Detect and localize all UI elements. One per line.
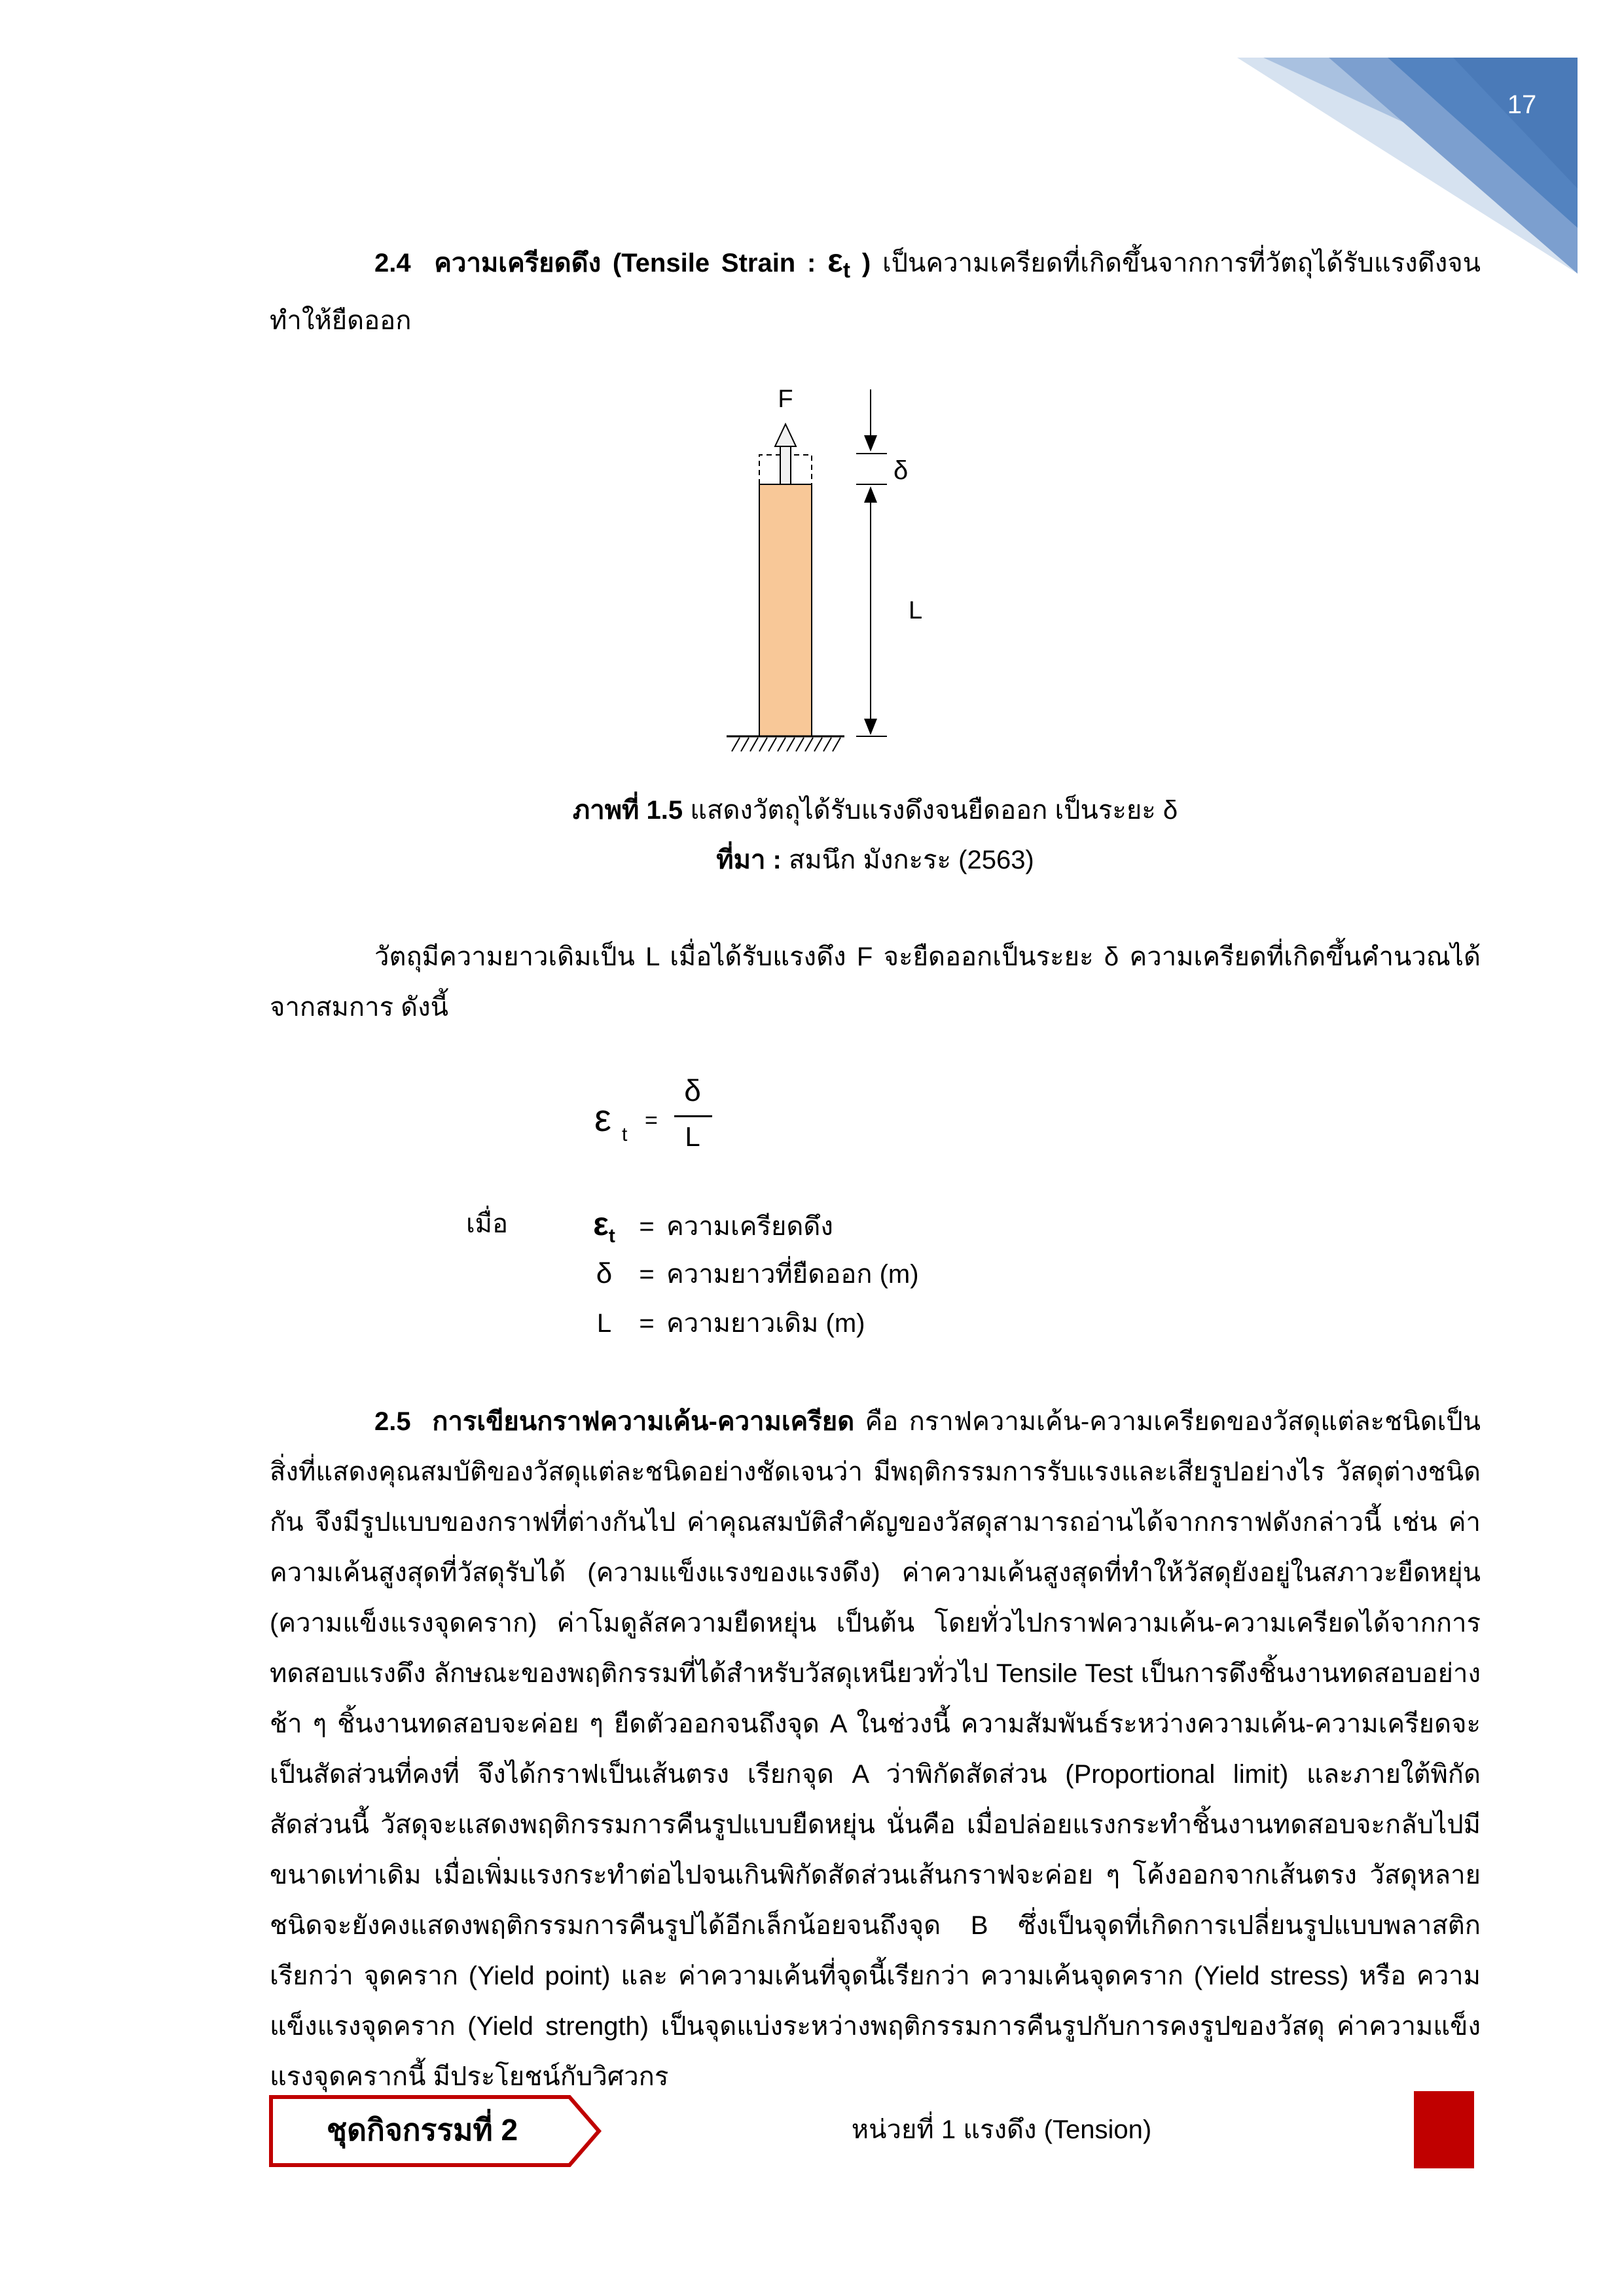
caption-text: แสดงวัตถุได้รับแรงดึงจนยืดออก เป็นระยะ δ bbox=[683, 796, 1178, 825]
intro-paragraph: วัตถุมีความยาวเดิมเป็น L เมื่อได้รับแรงดึง F จะยืดออกเป็นระยะ δ ความเครียดที่เกิดขึ้นคำนวณได้จากสมการ ดังนี้ bbox=[270, 942, 1481, 1022]
unit-label: หน่วยที่ 1 แรงดึง (Tension) bbox=[851, 2115, 1152, 2144]
delta-label: δ bbox=[893, 456, 909, 485]
definition-symbol: L bbox=[596, 1309, 612, 1338]
footer-red-block bbox=[1414, 2091, 1474, 2168]
section-2-5-paragraph bbox=[270, 1397, 1481, 2102]
equation-lhs-sub: t bbox=[622, 1124, 628, 1145]
definition-row bbox=[581, 1299, 865, 1348]
section-2-5-body: คือ กราฟความเค้น-ความเครียดของวัสดุแต่ละชนิดเป็นสิ่งที่แสดงคุณสมบัติของวัสดุแต่ละชนิดอย่างชัดเจนว่า มีพฤติกรรมการรับแรงและเสียรูปอย่างไร วัสดุต่างชนิดกัน จึงมีรูปแบบของกราฟที่ต่างกันไป ค่าคุณสมบัติสำคัญของวัสดุสามารถอ่านได้จากกราฟดังกล่าวนี้ เช่น ค่าความเค้นสูงสุดที่วัสดุรับได้ (ความแข็งแรงของแรงดึง) ค่าความเค้นสูงสุดที่ทำให้วัสดุยังอยู่ในสภาวะยืดหยุ่น (ความแข็งแรงจุดคราก) ค่าโมดูลัสความยืดหยุ่น เป็นต้น โดยทั่วไปกราฟความเค้น-ความเครียดได้จากการทดสอบแรงดึง ลักษณะของพฤติกรรมที่ได้สำหรับวัสดุเหนียวทั่วไป Tensile Test เป็นการดึงชิ้นงานทดสอบอย่างช้า ๆ ชิ้นงานทดสอบจะค่อย ๆ ยืดตัวออกจนถึงจุด A ในช่วงนี้ ความสัมพันธ์ระหว่างความเค้น-ความเครียดจะเป็นสัดส่วนที่คงที่ จึงได้กราฟเป็นเส้นตรง เรียกจุด A ว่าพิกัดสัดส่วน (Proportional limit) และภายใต้พิกัดสัดส่วนนี้ วัสดุจะแสดงพฤติกรรมการคืนรูปแบบยืดหยุ่น นั่นคือ เมื่อปล่อยแรงกระทำชิ้นงานทดสอบจะกลับไปมีขนาดเท่าเดิม เมื่อเพิ่มแรงกระทำต่อไปจนเกินพิกัดสัดส่วนเส้นกราฟจะค่อย ๆ โค้งออกจากเส้นตรง วัสดุหลายชนิดจะยังคงแสดงพฤติกรรมการคืนรูปได้อีกเล็กน้อยจนถึงจุด B ซึ่งเป็นจุดที่เกิดการเปลี่ยนรูปแบบพลาสติก เรียกว่า จุดคราก (Yield point) และ ค่าความเค้นที่จุดนี้เรียกว่า ความเค้นจุดคราก (Yield stress) หรือ ความแข็งแรงจุดคราก (Yield strength) เป็นจุดแบ่งระหว่างพฤติกรรมการคืนรูปกับการคงรูปของวัสดุ ค่าความแข็งแรงจุดครากนี้ มีประโยชน์กับวิศวกร bbox=[270, 1407, 1481, 2091]
definition-equals: = bbox=[639, 1309, 655, 1338]
tension-bar-figure bbox=[707, 367, 943, 759]
definition-row bbox=[581, 1249, 919, 1299]
equation-lhs-symbol: ε bbox=[594, 1097, 611, 1139]
definition-equals: = bbox=[639, 1212, 655, 1241]
section-2-4-heading: ความเครียดดึง (Tensile Strain : bbox=[434, 249, 828, 278]
strain-symbol: ε bbox=[827, 242, 843, 279]
equation-fraction-bar bbox=[674, 1115, 712, 1117]
caption-prefix: ภาพที่ 1.5 bbox=[572, 796, 683, 825]
section-2-4-paragraph bbox=[270, 236, 1481, 346]
length-label: L bbox=[909, 597, 923, 624]
force-label: F bbox=[778, 386, 793, 413]
strain-equation bbox=[589, 1070, 746, 1168]
equation-numerator: δ bbox=[684, 1073, 701, 1107]
section-2-5-number: 2.5 bbox=[374, 1407, 411, 1436]
where-label: เมื่อ bbox=[466, 1210, 509, 1238]
equation-denominator: L bbox=[685, 1121, 700, 1152]
figure-caption bbox=[270, 785, 1481, 835]
source-prefix: ที่มา : bbox=[716, 846, 782, 874]
figure-source bbox=[270, 835, 1481, 885]
section-2-4-heading-close: ) bbox=[850, 249, 871, 278]
definition-text: ความเครียดดึง bbox=[666, 1212, 833, 1241]
section-2-5-heading: การเขียนกราฟความเค้น-ความเครียด bbox=[432, 1407, 855, 1436]
equation-equals: = bbox=[645, 1108, 658, 1133]
activity-label: ชุดกิจกรรมที่ 2 bbox=[326, 2113, 518, 2147]
section-2-4-number: 2.4 bbox=[374, 249, 411, 278]
page-number: 17 bbox=[1507, 90, 1537, 119]
source-text: สมนึก มังกะระ (2563) bbox=[781, 846, 1034, 874]
definition-text: ความยาวที่ยืดออก (m) bbox=[666, 1260, 919, 1289]
definition-symbol: $\varepsilon_t$ bbox=[593, 1206, 615, 1247]
definition-text: ความยาวเดิม (m) bbox=[666, 1309, 865, 1338]
strain-symbol-sub: t bbox=[842, 259, 851, 283]
definition-equals: = bbox=[639, 1260, 655, 1289]
section-2-4-body: เป็นความเครียดที่เกิดขึ้นจากการที่วัตถุได้รับแรงดึงจนทำให้ยืดออก bbox=[270, 249, 1481, 335]
definition-symbol: δ bbox=[596, 1257, 613, 1289]
